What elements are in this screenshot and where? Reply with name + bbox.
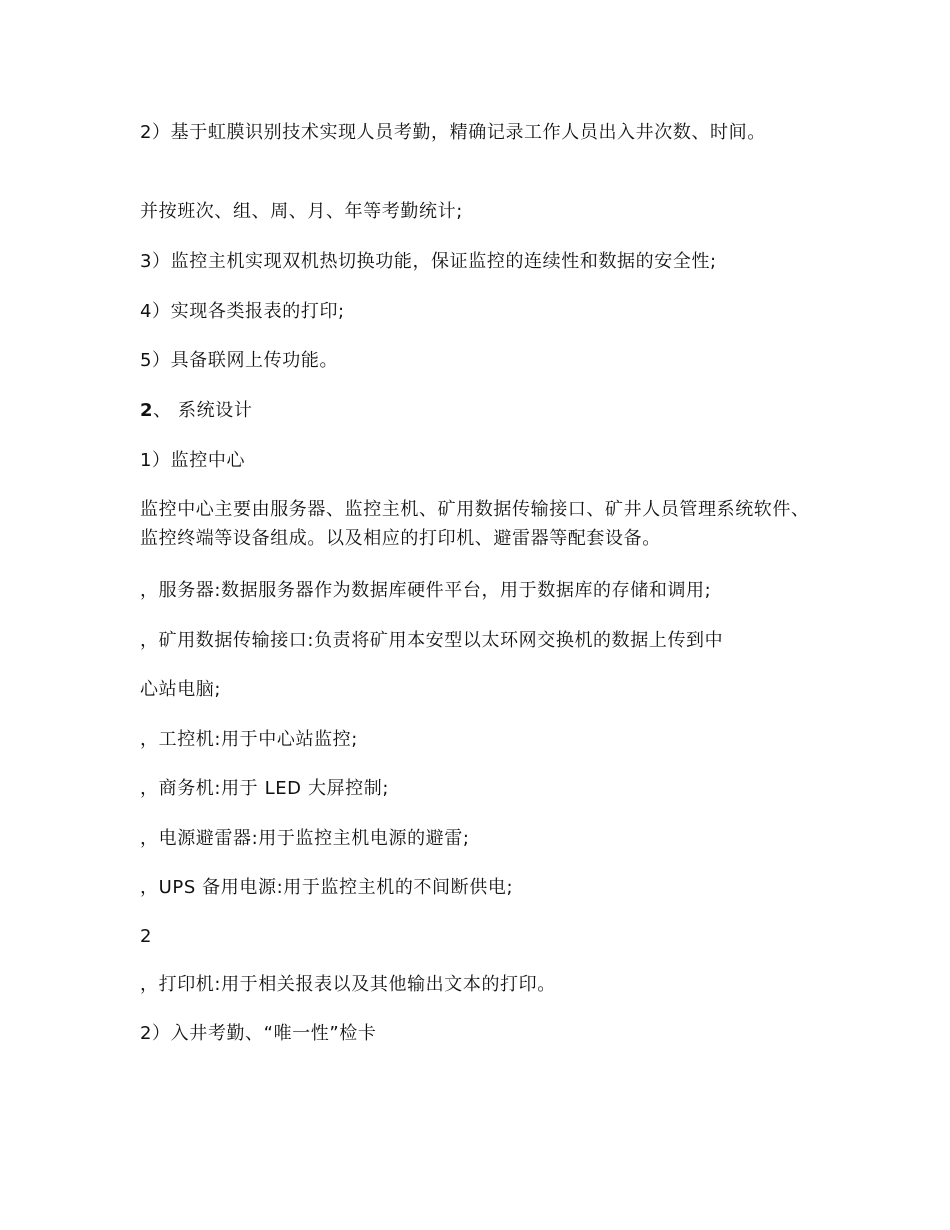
subheading-attendance-check: 2）入井考勤、“唯一性”检卡 [140,1023,377,1044]
list-item-industrial-pc: ，工控机:用于中心站监控; [140,729,358,750]
section-heading-system-design [140,396,820,425]
paragraph-report-print: 4）实现各类报表的打印; [140,301,345,322]
list-item-business-pc: ，商务机:用于 LED 大屏控制; [140,778,390,799]
paragraph-upload: 5）具备联网上传功能。 [140,350,339,371]
section-number: 2 [140,400,154,421]
paragraph-center-composition: 监控中心主要由服务器、监控主机、矿用数据传输接口、矿井人员管理系统软件、监控终端等设备组成。以及相应的打印机、避雷器等配套设备。 [140,499,810,549]
list-item-ups: ，UPS 备用电源:用于监控主机的不间断供电; [140,877,514,898]
list-item-server: ，服务器:数据服务器作为数据库硬件平台，用于数据库的存储和调用; [140,580,712,601]
paragraph-hot-switch: 3）监控主机实现双机热切换功能，保证监控的连续性和数据的安全性; [140,251,717,272]
paragraph-attendance: 2）基于虹膜识别技术实现人员考勤，精确记录工作人员出入井次数、时间。 [140,122,766,143]
list-item-surge-protector: ，电源避雷器:用于监控主机电源的避雷; [140,828,470,849]
list-item-printer: ，打印机:用于相关报表以及其他输出文本的打印。 [140,974,556,995]
subheading-monitoring-center: 1）监控中心 [140,450,246,471]
page-number: 2 [140,926,153,947]
section-title: 、 系统设计 [153,400,253,421]
paragraph-statistics: 并按班次、组、周、月、年等考勤统计; [140,201,463,222]
list-item-data-interface-cont: 心站电脑; [140,679,222,700]
list-item-data-interface: ，矿用数据传输接口:负责将矿用本安型以太环网交换机的数据上传到中 [140,630,724,651]
